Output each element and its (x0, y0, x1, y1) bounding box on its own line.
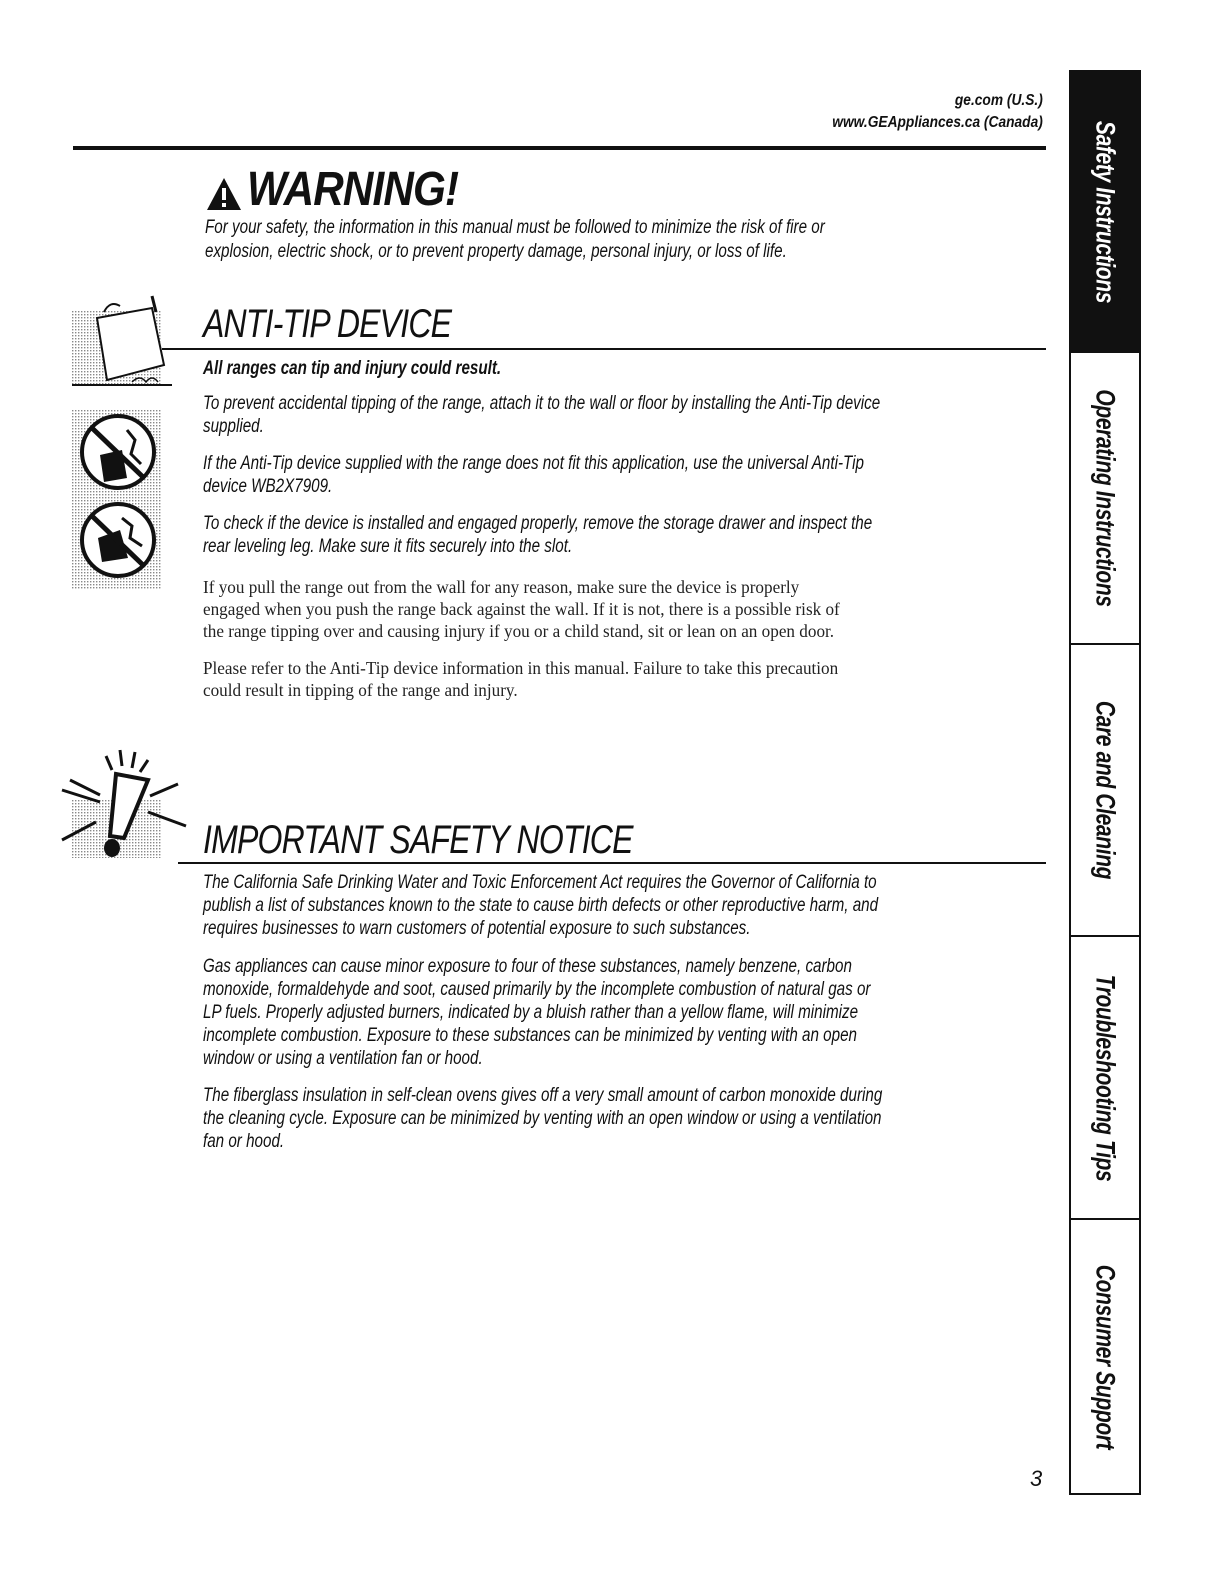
text-line: monoxide, formaldehyde and soot, caused primarily by the incomplete combustion of natural gas or (203, 979, 871, 1000)
text-line: device WB2X7909. (203, 476, 333, 497)
warning-line: For your safety, the information in this manual must be followed to minimize the risk of fire or (205, 217, 825, 238)
text-line: could result in tipping of the range and injury. (203, 680, 518, 700)
anti-tip-title: ANTI-TIP DEVICE (203, 302, 452, 346)
anti-tip-lead (203, 357, 1053, 380)
text-line: fan or hood. (203, 1131, 285, 1152)
anti-tip-paragraph-2 (203, 452, 1053, 498)
text-line: The California Safe Drinking Water and Toxic Enforcement Act requires the Governor of California to (203, 872, 877, 893)
text-line: If you pull the range out from the wall for any reason, make sure the device is properly (203, 577, 800, 597)
text-line: publish a list of substances known to the state to cause birth defects or other reproductive harm, and (203, 895, 879, 916)
safety-notice-paragraph-2 (203, 955, 1053, 1070)
safety-notice-title: IMPORTANT SAFETY NOTICE (203, 818, 633, 862)
tab-consumer-support[interactable] (1069, 1220, 1141, 1495)
tab-troubleshooting-tips[interactable] (1069, 937, 1141, 1218)
page-number: 3 (1030, 1466, 1043, 1491)
url-canada: www.GEAppliances.ca (Canada) (832, 114, 1043, 131)
warning-body (205, 216, 1035, 264)
tab-care-and-cleaning[interactable] (1069, 645, 1141, 935)
text-line: window or using a ventilation fan or hood. (203, 1048, 483, 1069)
warning-title: WARNING! (247, 163, 459, 216)
text-line: rear leveling leg. Make sure it fits securely into the slot. (203, 536, 573, 557)
safety-notice-paragraph-3 (203, 1084, 1053, 1153)
range-tipping-illustration (72, 290, 172, 388)
text-line: incomplete combustion. Exposure to these substances can be minimized by venting with an open (203, 1025, 857, 1046)
text-line: the cleaning cycle. Exposure can be minimized by venting with an open window or using a ventilation (203, 1108, 882, 1129)
text-line: LP fuels. Properly adjusted burners, indicated by a bluish rather than a yellow flame, will minimize (203, 1002, 859, 1023)
tab-label: Operating Instructions (1090, 389, 1121, 607)
tab-safety-instructions[interactable] (1069, 70, 1141, 353)
tab-label: Consumer Support (1090, 1264, 1121, 1449)
tab-label: Care and Cleaning (1090, 700, 1121, 880)
text-line: If the Anti-Tip device supplied with the range does not fit this application, use the universal Anti-Tip (203, 453, 865, 474)
warning-line: explosion, electric shock, or to prevent property damage, personal injury, or loss of life. (205, 241, 787, 262)
section-tabs (1069, 70, 1141, 1495)
text-line: Gas appliances can cause minor exposure to four of these substances, namely benzene, carbon (203, 956, 852, 977)
text-line: All ranges can tip and injury could result. (203, 358, 502, 379)
text-line: To prevent accidental tipping of the range, attach it to the wall or floor by installing the Anti-Tip device (203, 393, 881, 414)
anti-tip-paragraph-3 (203, 512, 1053, 558)
text-line: Please refer to the Anti-Tip device information in this manual. Failure to take this precaution (203, 658, 839, 678)
text-line: The fiberglass insulation in self-clean ovens gives off a very small amount of carbon monoxide during (203, 1085, 883, 1106)
header-urls (798, 90, 1043, 134)
tab-label: Troubleshooting Tips (1090, 974, 1121, 1181)
exclamation-hazard-icon (60, 740, 190, 860)
anti-tip-rule (162, 348, 1046, 350)
text-line: engaged when you push the range back against the wall. If it is not, there is a possible risk of (203, 599, 840, 619)
text-line: the range tipping over and causing injury if you or a child stand, sit or lean on an open door. (203, 621, 835, 641)
text-line: requires businesses to warn customers of potential exposure to such substances. (203, 918, 751, 939)
warning-triangle-icon (205, 176, 243, 212)
anti-tip-paragraph-5 (203, 657, 1053, 701)
tab-label: Safety Instructions (1090, 120, 1121, 303)
safety-notice-rule (178, 862, 1046, 864)
anti-tip-paragraph-4 (203, 576, 1053, 642)
no-child-on-door-icon (72, 410, 164, 590)
safety-notice-paragraph-1 (203, 871, 1053, 940)
tab-operating-instructions[interactable] (1069, 353, 1141, 643)
header-rule (73, 146, 1046, 150)
text-line: To check if the device is installed and engaged properly, remove the storage drawer and inspect the (203, 513, 873, 534)
url-us: ge.com (U.S.) (955, 92, 1043, 109)
text-line: supplied. (203, 416, 264, 437)
anti-tip-paragraph-1 (203, 392, 1053, 438)
